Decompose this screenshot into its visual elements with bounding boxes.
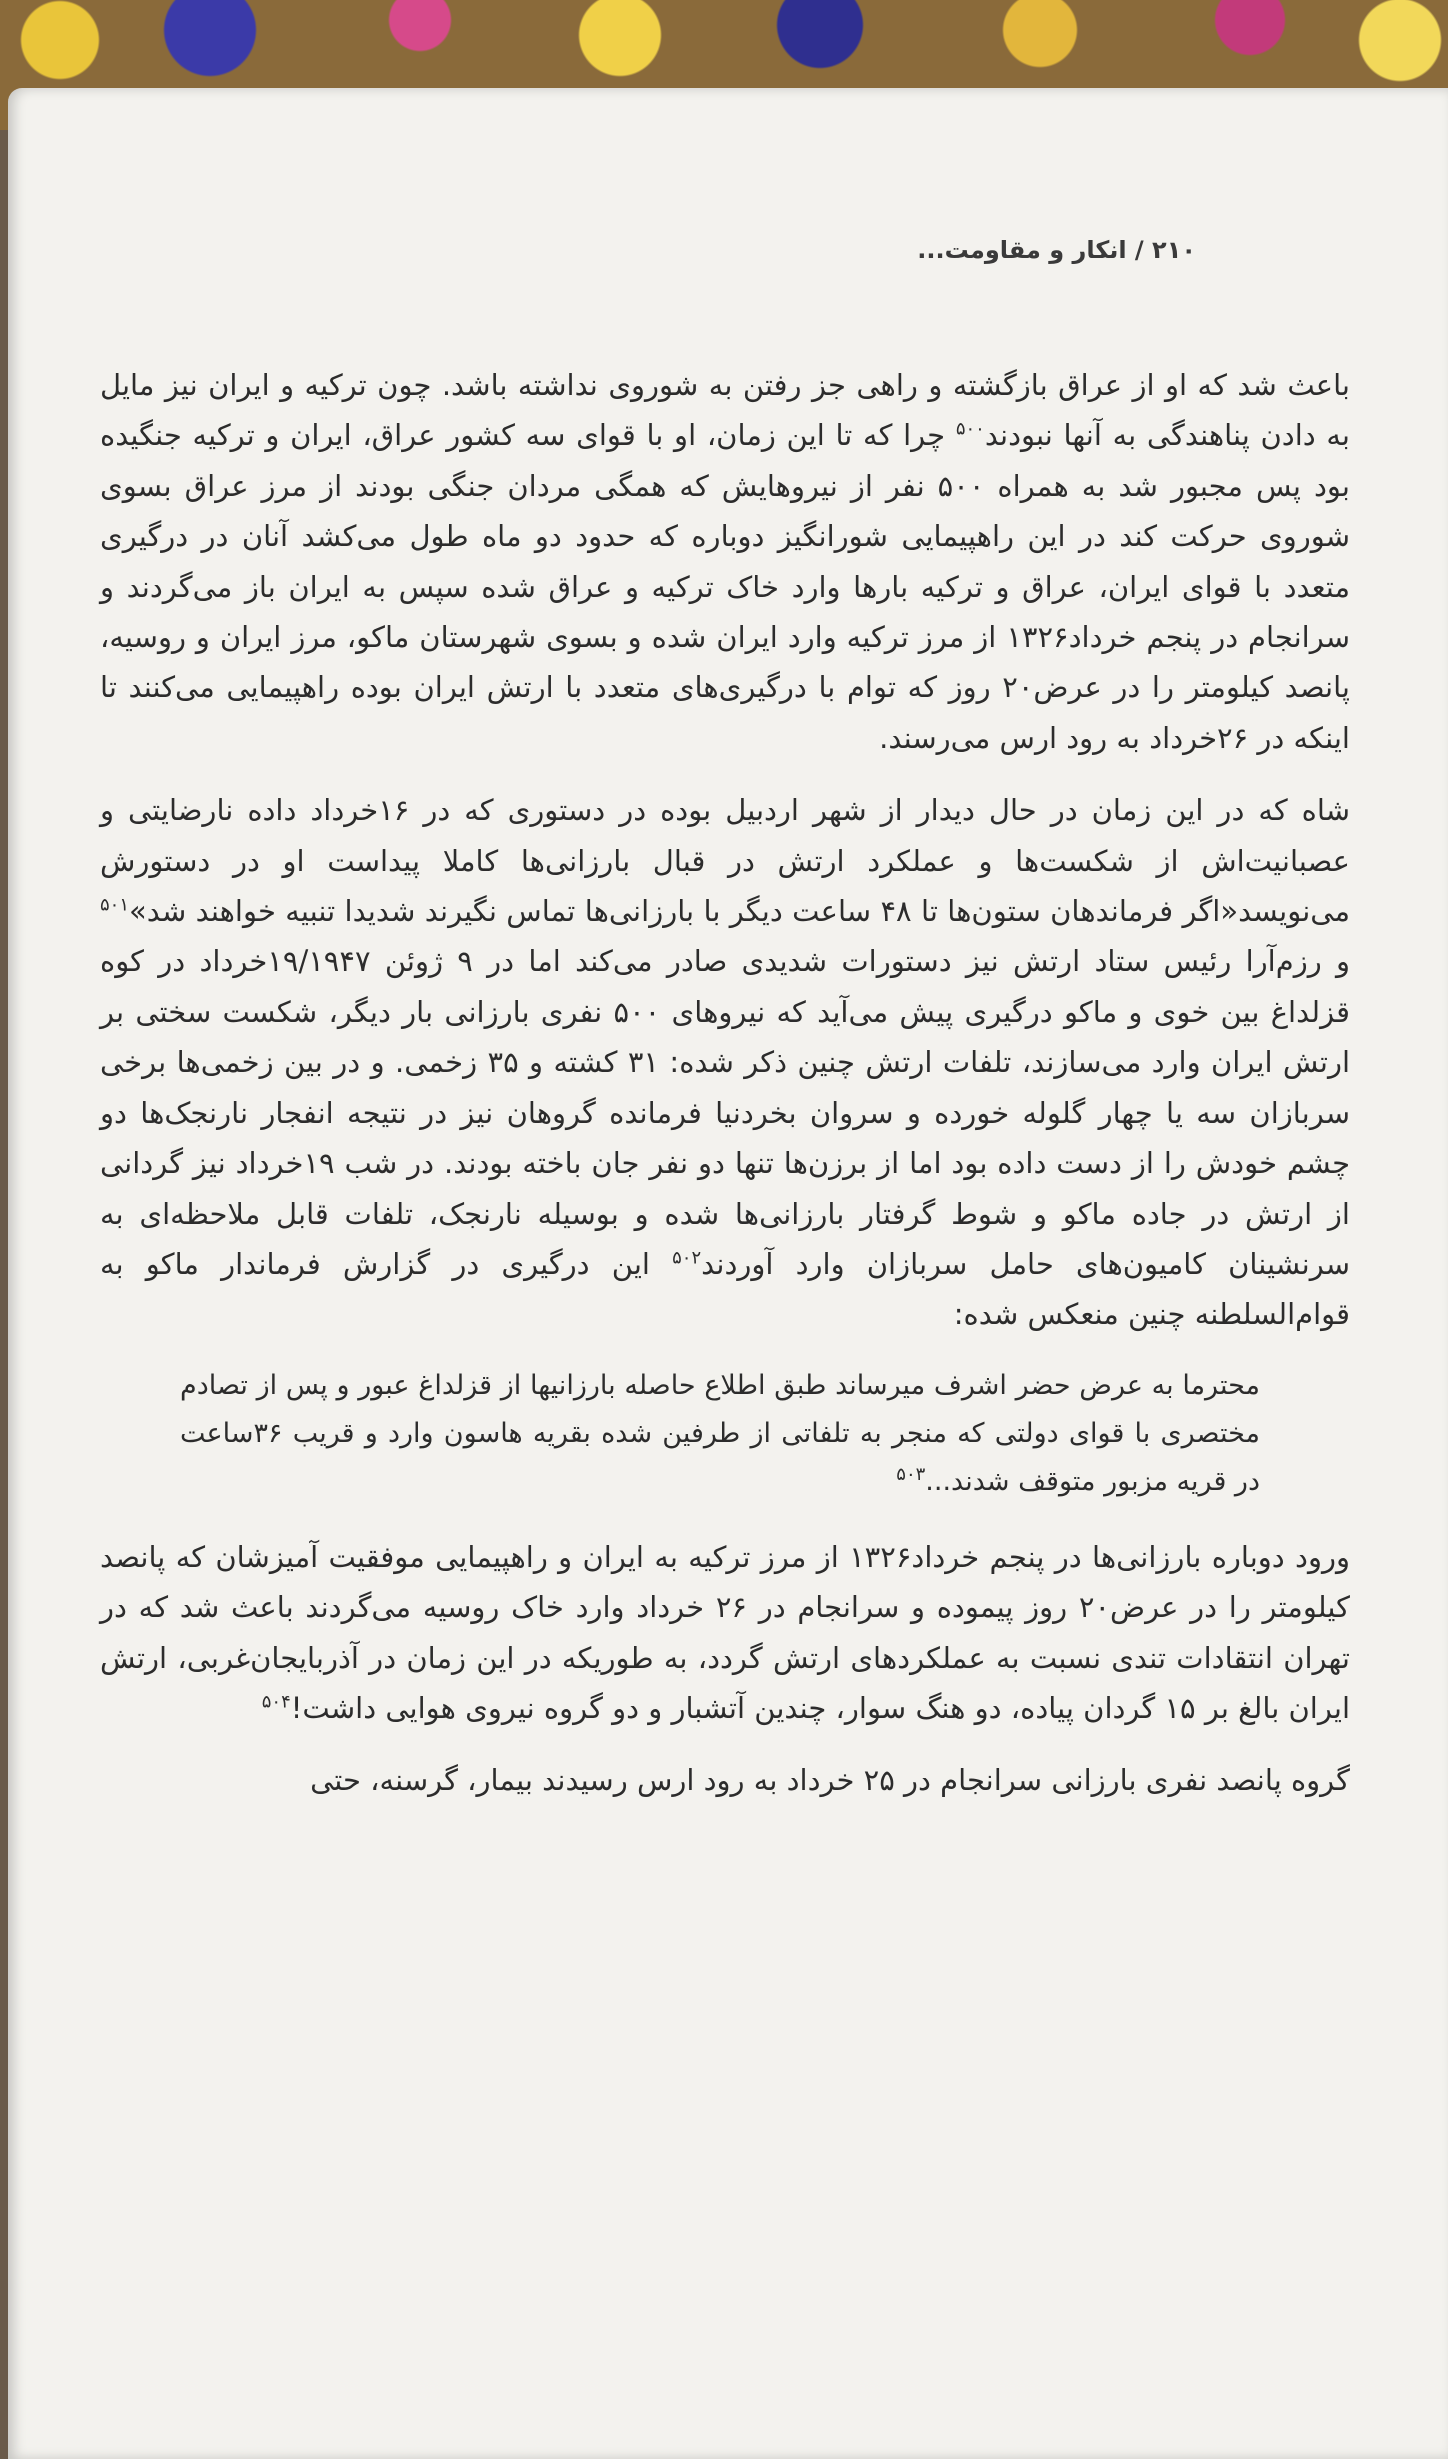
footnote-ref: ۵۰۰ [955, 418, 985, 440]
paragraph-4: گروه پانصد نفری بارزانی سرانجام در ۲۵ خرداد به رود ارس رسیدند بیمار، گرسنه، حتی [310, 1763, 1350, 1798]
paragraph-1: باعث شد که او از عراق بازگشته و راهی جز رفتن به شوروی نداشته باشد. چون ترکیه و ایران نیز مایل به دادن پناهندگی به آنها نبودند$^{۵۰۰}$ چرا که تا این زمان، او با قوای سه کشور عراق، ایران و ترکیه جنگیده بود پس مجبور شد به همراه ۵۰۰ نفر از نیروهایش که همگی مردان جنگی بودند از مرز عراق بسوی شوروی حرکت کند در این راهپیمایی شورانگیز دوباره که حدود دو ماه طول می‌کشد آنان در درگیری متعدد با قوای ایران، عراق و ترکیه بارها وارد خاک ترکیه و عراق شده سپس به ایران باز می‌گردند و سرانجام در پنجم خرداد۱۳۲۶ از مرز ترکیه وارد ایران شده و بسوی شهرستان ماکو، مرز ایران و روسیه، پانصد کیلومتر را در عرض۲۰ روز که توام با درگیری‌های متعدد با ارتش ایران بوده راهپیمایی می‌کنند تا اینکه در ۲۶خرداد به رود ارس می‌رسند. [100, 368, 1351, 755]
footnote-ref: ۵۰۱ [100, 894, 130, 916]
footnote-ref: ۵۰۴ [261, 1691, 291, 1713]
footnote-ref: ۵۰۲ [672, 1247, 702, 1269]
block-quote: محترما به عرض حضر اشرف میرساند طبق اطلاع حاصله بارزانیها از قزلداغ عبور و پس از تصادم مختصری با قوای دولتی که منجر به تلفاتی از طرفین شده بقریه هاسون وارد و قریب ۳۶ساعت در قریه مزبور متوقف شدند...$^{۵۰۳}$ [180, 1369, 1260, 1497]
running-head: ۲۱۰ / انکار و مقاومت... [917, 236, 1196, 264]
page-body [100, 360, 1350, 1828]
paragraph-3: ورود دوباره بارزانی‌ها در پنجم خرداد۱۳۲۶ از مرز ترکیه به ایران و راهپیمایی موفقیت آمیزشان که پانصد کیلومتر را در عرض۲۰ روز پیموده و سرانجام در ۲۶ خرداد وارد خاک روسیه می‌گردند باعث شد که در تهران انتقادات تندی نسبت به عملکردهای ارتش گردد، به طوریکه در این زمان در آذربایجان‌غربی، ارتش ایران بالغ بر ۱۵ گردان پیاده، دو هنگ سوار، چندین آتشبار و دو گروه نیروی هوایی داشت!$^{۵۰۴}$ [100, 1539, 1350, 1725]
footnote-ref: ۵۰۳ [896, 1463, 926, 1485]
paragraph-2: شاه که در این زمان در حال دیدار از شهر اردبیل بوده در دستوری که در ۱۶خرداد داده نارضایتی و عصبانیت‌اش از شکست‌ها و عملکرد ارتش در قبال بارزانی‌ها کاملا پیداست او در دستورش می‌نویسد«اگر فرماندهان ستون‌ها تا ۴۸ ساعت دیگر با بارزانی‌ها تماس نگیرند شدیدا تنبیه خواهند شد»$^{۵۰۱}$ و رزم‌آرا رئیس ستاد ارتش نیز دستورات شدیدی صادر می‌کند اما در ۹ ژوئن ۱۹/۱۹۴۷خرداد در کوه قزلداغ بین خوی و ماکو درگیری پیش می‌آید که نیروهای ۵۰۰ نفری بارزانی بار دیگر، شکست سختی بر ارتش ایران وارد می‌سازند، تلفات ارتش چنین ذکر شده: ۳۱ کشته و ۳۵ زخمی. و در بین زخمی‌ها برخی سربازان سه یا چهار گلوله خورده و سروان بخردنیا فرمانده گروهان نیز در نتیجه انفجار نارنجک‌ها دو چشم خودش را از دست داده بود اما از برزن‌ها تنها دو نفر جان باخته بودند. در شب ۱۹خرداد نیز گردانی از ارتش در جاده ماکو و شوط گرفتار بارزانی‌ها شده و بوسیله نارنجک، تلفات قابل ملاحظه‌ای به سرنشینان کامیون‌های حامل سربازان وارد آوردند$^{۵۰۲}$ این درگیری در گزارش فرماندار ماکو به قوام‌السلطنه چنین منعکس شده: [100, 793, 1351, 1332]
